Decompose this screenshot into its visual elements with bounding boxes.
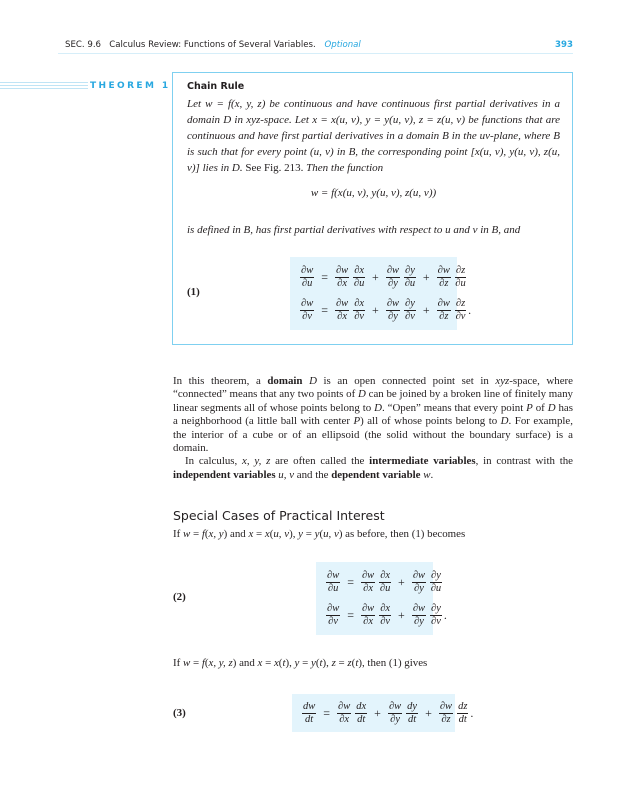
operator: + [398, 607, 405, 622]
math-symbol: f [201, 528, 205, 540]
math-symbol: x, y [208, 528, 224, 540]
numerator: ∂y [405, 297, 415, 309]
math-symbol: z [347, 657, 352, 669]
period: . [443, 607, 447, 622]
fraction [335, 298, 349, 323]
bold-term: independent variables [173, 468, 276, 481]
numerator: ∂x [354, 297, 365, 309]
fraction [455, 298, 466, 323]
numerator: ∂w [386, 297, 400, 309]
math-symbol: w [182, 657, 191, 669]
section-number: SEC. 9.6 [65, 40, 102, 50]
fraction [412, 603, 426, 628]
text-run: -space, where “connected” means that any two points of [173, 375, 574, 401]
equation-number-3: (3) [173, 707, 186, 719]
section-title: Calculus Review: Functions of Several Variables. [109, 40, 316, 50]
fraction [404, 298, 416, 323]
fraction [353, 265, 365, 290]
text-before-eq3 [173, 657, 427, 669]
equation-number-2: (2) [173, 591, 186, 603]
paragraph-variables [173, 455, 573, 482]
math-symbol: D [547, 401, 556, 414]
fraction [379, 570, 391, 595]
fraction [355, 701, 367, 726]
denominator: ∂u [379, 582, 391, 594]
fraction [353, 298, 365, 323]
denominator: ∂v [380, 615, 391, 627]
math-symbol: u, v [275, 468, 295, 481]
denominator: ∂v [328, 615, 339, 627]
denominator: ∂v [431, 615, 441, 627]
text-run: In this theorem, a [173, 375, 268, 387]
operator: + [422, 302, 430, 317]
header-left [65, 40, 361, 50]
fraction [326, 603, 340, 628]
fraction [302, 701, 316, 726]
math-symbol: P [353, 415, 361, 428]
numerator: ∂w [338, 700, 351, 712]
numerator: ∂w [437, 297, 450, 309]
numerator: ∂x [380, 569, 391, 581]
numerator: ∂w [361, 569, 375, 581]
equation-row [298, 294, 471, 327]
text-run: = [335, 657, 348, 669]
denominator: ∂y [414, 615, 424, 627]
denominator: ∂v [455, 310, 466, 322]
fraction [455, 265, 466, 290]
fraction [386, 298, 400, 323]
text-run: , in contrast with the [475, 455, 574, 468]
text-run: = [253, 528, 265, 540]
fraction [430, 570, 442, 595]
denominator: ∂x [339, 713, 350, 725]
numerator: ∂w [327, 569, 340, 581]
math-symbol: f [201, 657, 205, 669]
header-rule [58, 53, 573, 54]
optional-label: Optional [324, 40, 361, 50]
math-symbol: D [500, 415, 509, 428]
denominator: ∂v [354, 310, 365, 322]
fraction [337, 701, 351, 726]
text-run: = [262, 657, 274, 669]
math-symbol: P [526, 401, 533, 414]
math-symbol: x [248, 528, 254, 540]
denominator: ∂x [337, 277, 348, 289]
fraction [300, 265, 314, 290]
text-run: ), [322, 657, 332, 669]
operator: + [398, 574, 405, 589]
denominator: ∂y [388, 277, 398, 289]
fraction [406, 701, 418, 726]
fraction [361, 570, 375, 595]
fraction [437, 265, 451, 290]
operator: + [372, 302, 379, 317]
denominator: ∂u [404, 277, 416, 289]
math-symbol: xyz [495, 375, 510, 387]
text-run: ) as before, then (1) becomes [338, 528, 466, 540]
operator: = [321, 302, 328, 317]
text-run: ), [285, 657, 295, 669]
fraction [386, 265, 400, 290]
numerator: dz [458, 700, 468, 712]
math-symbol: t [319, 657, 323, 669]
text-run: = [190, 657, 202, 669]
fraction [379, 603, 391, 628]
equation-row [298, 261, 468, 294]
math-symbol: u, v [323, 528, 339, 540]
math-symbol: x, y, z [208, 657, 233, 669]
numerator: dx [356, 700, 367, 712]
denominator: ∂x [363, 615, 374, 627]
math-symbol: D [374, 401, 382, 414]
denominator: ∂u [327, 582, 339, 594]
numerator: ∂y [405, 264, 415, 276]
math-symbol: y [314, 528, 320, 540]
text-run: can be joined by a broken line of finitely many linear segments all of whose points belong to [173, 388, 574, 414]
text-run: See Fig. 213. [245, 162, 304, 174]
text-run: = [299, 657, 311, 669]
fraction [335, 265, 349, 290]
math-symbol: w [182, 528, 191, 540]
text-run: ), then (1) gives [358, 657, 428, 669]
numerator: ∂z [455, 264, 466, 276]
denominator: ∂x [337, 310, 348, 322]
section-heading: Special Cases of Practical Interest [173, 508, 385, 523]
composite-function: w = f(x(u, v), y(u, v), z(u, v)) [310, 187, 437, 199]
text-run: is an open connected point set in [316, 375, 496, 387]
theorem-title: Chain Rule [187, 81, 245, 92]
numerator: ∂w [439, 700, 453, 712]
text-run: . “Open” means that every point [381, 401, 527, 414]
theorem-continuation: is defined in B, has first partial derivatives with respect to u and v in B, and [187, 224, 521, 236]
operator: + [425, 705, 432, 720]
fraction [457, 701, 468, 726]
paragraph-domain [173, 375, 573, 455]
text-run: and the [294, 468, 332, 481]
text-run: = [190, 528, 202, 540]
numerator: ∂w [335, 264, 349, 276]
numerator: ∂w [301, 264, 314, 276]
denominator: ∂v [302, 310, 313, 322]
text-run: ( [319, 528, 324, 540]
operator: = [323, 705, 331, 720]
text-run: ( [204, 528, 209, 540]
text-run: are often called the [270, 455, 370, 468]
denominator: ∂z [439, 277, 449, 289]
numerator: ∂w [386, 264, 400, 276]
math-symbol: t [355, 657, 359, 669]
denominator: dt [458, 713, 467, 725]
math-symbol: D [357, 388, 366, 401]
numerator: ∂y [431, 602, 441, 614]
numerator: ∂w [327, 602, 340, 614]
numerator: ∂w [335, 297, 349, 309]
operator: = [347, 607, 354, 622]
text-run: = [303, 528, 315, 540]
numerator: ∂z [455, 297, 466, 309]
fraction [430, 603, 442, 628]
equation-1 [290, 257, 472, 330]
body-text [173, 375, 573, 482]
numerator: ∂w [412, 569, 426, 581]
numerator: dw [303, 700, 316, 712]
denominator: ∂y [388, 310, 398, 322]
denominator: ∂z [441, 713, 451, 725]
math-symbol: x [273, 657, 279, 669]
denominator: ∂u [353, 277, 365, 289]
math-symbol: y [310, 657, 316, 669]
text-run: ( [315, 657, 320, 669]
running-header [65, 40, 573, 50]
text-run: Then the function [303, 162, 384, 174]
period: . [470, 705, 474, 720]
numerator: ∂w [388, 700, 402, 712]
text-run: In calculus, [185, 455, 243, 468]
equation-row [324, 599, 447, 632]
operator: = [321, 269, 328, 284]
text-run: If [173, 528, 183, 540]
denominator: dt [305, 713, 314, 725]
fraction [412, 570, 426, 595]
denominator: ∂y [390, 713, 400, 725]
text-run: ) and [232, 657, 258, 669]
bold-term: dependent variable [331, 468, 421, 481]
equation-3 [292, 694, 474, 732]
denominator: ∂v [405, 310, 415, 322]
text-run: . For example, the interior of a cube or of an ellipsoid (the solid without the boundary surface) is a domain. [173, 415, 573, 455]
theorem-decorative-lines [0, 82, 88, 92]
math-symbol: u, v [273, 528, 290, 540]
numerator: ∂w [412, 602, 426, 614]
fraction [439, 701, 453, 726]
text-run: ) and [223, 528, 249, 540]
text-before-eq2 [173, 528, 465, 540]
denominator: dt [357, 713, 366, 725]
fraction [300, 298, 314, 323]
operator: + [422, 269, 430, 284]
theorem-label: THEOREM 1 [90, 81, 171, 91]
numerator: ∂x [380, 602, 391, 614]
equation-row [300, 697, 473, 730]
numerator: ∂x [354, 264, 365, 276]
numerator: ∂y [431, 569, 441, 581]
math-symbol: D [302, 375, 317, 387]
text-run: ( [269, 528, 274, 540]
math-symbol: x [257, 657, 263, 669]
text-run: ), [289, 528, 299, 540]
text-run: . [430, 468, 434, 481]
operator: = [347, 574, 354, 589]
numerator: ∂w [301, 297, 314, 309]
numerator: dy [407, 700, 418, 712]
fraction [437, 298, 451, 323]
math-symbol: y [298, 528, 304, 540]
math-symbol: x, y, z [242, 455, 271, 468]
page-number: 393 [555, 40, 573, 50]
text-run: has a neighborhood (a little ball with center [173, 401, 573, 428]
text-run: ) all of whose points belong to [360, 415, 501, 428]
denominator: ∂x [363, 582, 374, 594]
bold-term: domain [267, 375, 303, 387]
fraction [361, 603, 375, 628]
math-symbol: y [294, 657, 300, 669]
fraction [404, 265, 416, 290]
equation-row [324, 566, 444, 599]
text-run: ( [278, 657, 283, 669]
numerator: ∂w [361, 602, 375, 614]
text-run: ( [351, 657, 356, 669]
theorem-statement [187, 96, 560, 176]
period: . [468, 302, 472, 317]
math-symbol: x [264, 528, 270, 540]
operator: + [374, 705, 381, 720]
math-symbol: w [420, 468, 431, 481]
fraction [326, 570, 340, 595]
fraction [388, 701, 402, 726]
denominator: ∂u [430, 582, 442, 594]
math-symbol: z [331, 657, 336, 669]
denominator: ∂y [414, 582, 424, 594]
operator: + [372, 269, 379, 284]
denominator: ∂u [455, 277, 466, 289]
text-run: Let w = f(x, y, z) be continuous and have continuous first partial derivatives in a domain D in xyz-space. Let x = x(u, v), y = y(u, v), z = z(u, v) be functions that are continuous and have first partial derivatives in a domain B in the uv-plane, where B is such that for every point (u, v) in B, the corresponding point [x(u, v), y(u, v), z(u, v)] lies in D. [187, 98, 560, 174]
equation-2 [316, 562, 447, 635]
text-run: ( [204, 657, 209, 669]
text-run: If [173, 657, 183, 669]
math-symbol: t [282, 657, 286, 669]
text-run: of [532, 401, 548, 414]
denominator: ∂u [301, 277, 313, 289]
denominator: dt [408, 713, 417, 725]
equation-number-1: (1) [187, 286, 200, 298]
numerator: ∂w [437, 264, 450, 276]
bold-term: intermediate variables [369, 455, 476, 468]
denominator: ∂z [439, 310, 449, 322]
